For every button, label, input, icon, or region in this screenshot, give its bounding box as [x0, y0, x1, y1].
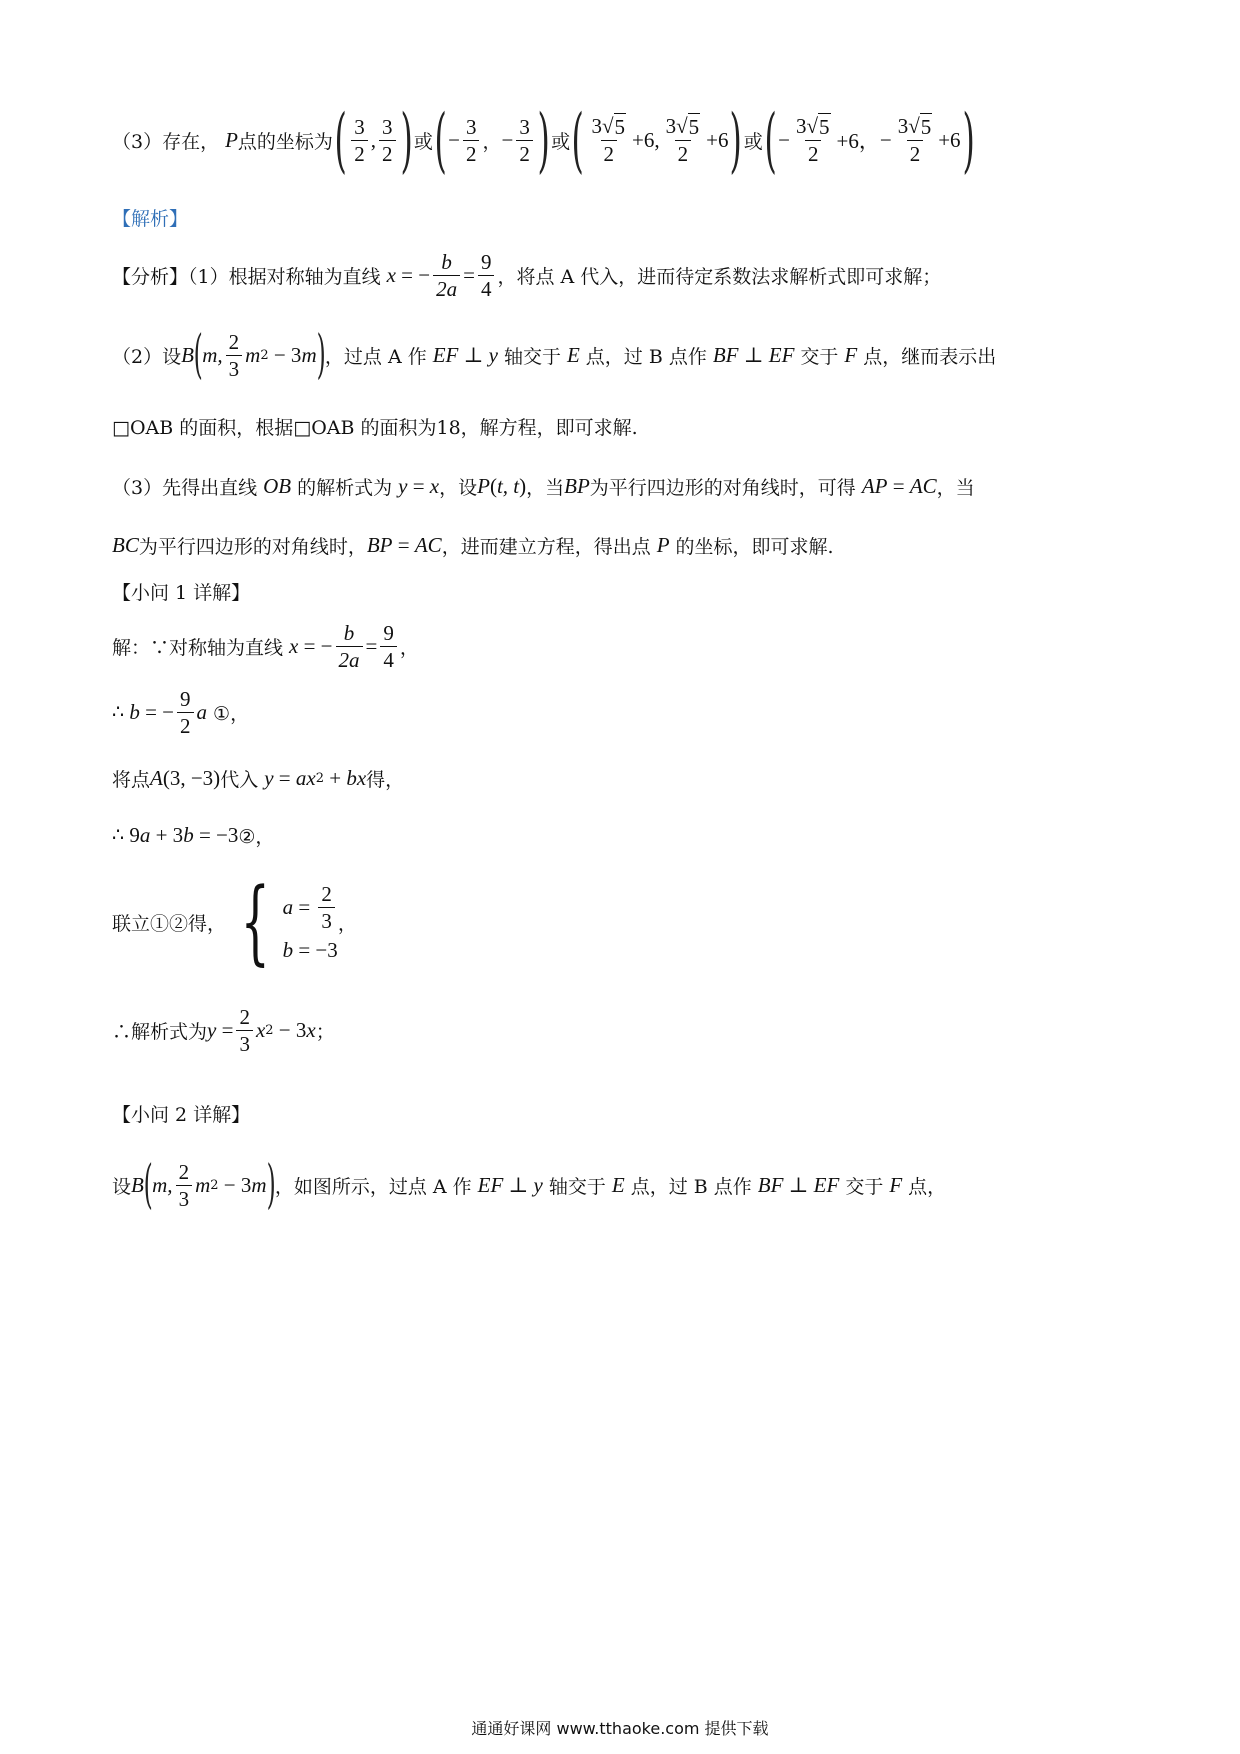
analysis-line-4: （3）先得出直线 OB 的解析式为 y = x ，设 P ( t, t ) ，当 BP 为平行四边形的对角线时，可得 AP = AC ，当 — [112, 473, 975, 499]
q1-step-1: 解：∵对称轴为直线 x = − $\frac{b}{2a}$ = $\frac{9}{4}$ ， — [112, 620, 419, 672]
jiexi-heading: 【解析】 — [112, 208, 189, 230]
fraction: 3 √ 5 2 — [665, 114, 700, 166]
q2-title: 【小问 2 详解】 — [112, 1104, 251, 1126]
fraction: $\frac{b}{2a}$ — [433, 249, 460, 302]
part3-answer-line: （3）存在， P 点的坐标为 ( $\frac{3}{2}$ , $\frac{3}{2}$ ) 或 ( − $\frac{3}{2}$ ， − $\frac{3}{2}$ ) 或 ( 3 √ 5 2 +6, 3 √ 5 2 +6 ) 或 ( − 3 √ 5 2 +6， − 3 √ 5 2 +6 ) — [112, 99, 975, 181]
part3-label: （3）存在， — [112, 130, 220, 153]
analysis-line-5: BC 为平行四边形的对角线时， BP = AC ，进而建立方程，得出点 P 的坐标，即可求解. — [112, 532, 834, 558]
fraction: $\frac{3}{2}$ — [351, 114, 368, 167]
fraction: $\frac{9}{4}$ — [478, 249, 495, 302]
fraction: $\frac{3}{2}$ — [379, 114, 396, 167]
analysis-line-1: 【分析】（1）根据对称轴为直线 x = − $\frac{b}{2a}$ = $\frac{9}{4}$ ，将点 A 代入，进而待定系数法求解析式即可求解； — [112, 249, 942, 301]
analysis-line-2: （2）设 B ( m, $\frac{2}{3}$ m 2 − 3 m ) ，过点 A 作 EF ⊥ y 轴交于 E 点，过 B 点作 BF ⊥ EF 交于 F 点，继而表示出 — [112, 325, 997, 385]
q1-step-6: ∴解析式为 y = $\frac{2}{3}$ x 2 − 3 x ； — [112, 1004, 335, 1056]
part3-text: 点的坐标为 — [237, 130, 333, 153]
right-paren: ) — [400, 99, 413, 181]
point-p: P — [225, 127, 238, 152]
or-text: 或 — [743, 130, 763, 153]
fraction: $\frac{3}{2}$ — [463, 114, 480, 167]
fraction: 3 √ 5 2 — [897, 114, 932, 166]
q1-step-4: ∴ 9 a + 3 b = −3 ②， — [112, 822, 275, 848]
brace: { — [240, 868, 270, 975]
footer-source: 通通好课网 www.tthaoke.com 提供下载 — [471, 1719, 769, 1738]
equation-system: a = $\frac{2}{3}$ b = −3 — [282, 882, 338, 962]
left-paren: ( — [334, 99, 347, 181]
fraction: 3 √ 5 2 — [795, 114, 830, 166]
or-text: 或 — [413, 130, 433, 153]
q2-step-1: 设 B ( m, $\frac{2}{3}$ m 2 − 3 m ) ，如图所示，过点 A 作 EF ⊥ y 轴交于 E 点，过 B 点作 BF ⊥ EF 交于 F 点， — [112, 1155, 947, 1215]
q1-step-5: 联立①②得， { a = $\frac{2}{3}$ b = −3 ， — [112, 868, 357, 975]
q1-title: 【小问 1 详解】 — [112, 582, 251, 604]
fraction: 3 √ 5 2 — [591, 114, 626, 166]
fraction: $\frac{3}{2}$ — [516, 114, 533, 167]
q1-step-3: 将点 A (3, −3) 代入 y = ax 2 + bx 得， — [112, 765, 405, 791]
analysis-line-3: □OAB 的面积，根据□OAB 的面积为18，解方程，即可求解. — [112, 417, 638, 439]
q1-step-2: ∴ b = − $\frac{9}{2}$ a ①， — [112, 686, 250, 738]
or-text: 或 — [551, 130, 571, 153]
